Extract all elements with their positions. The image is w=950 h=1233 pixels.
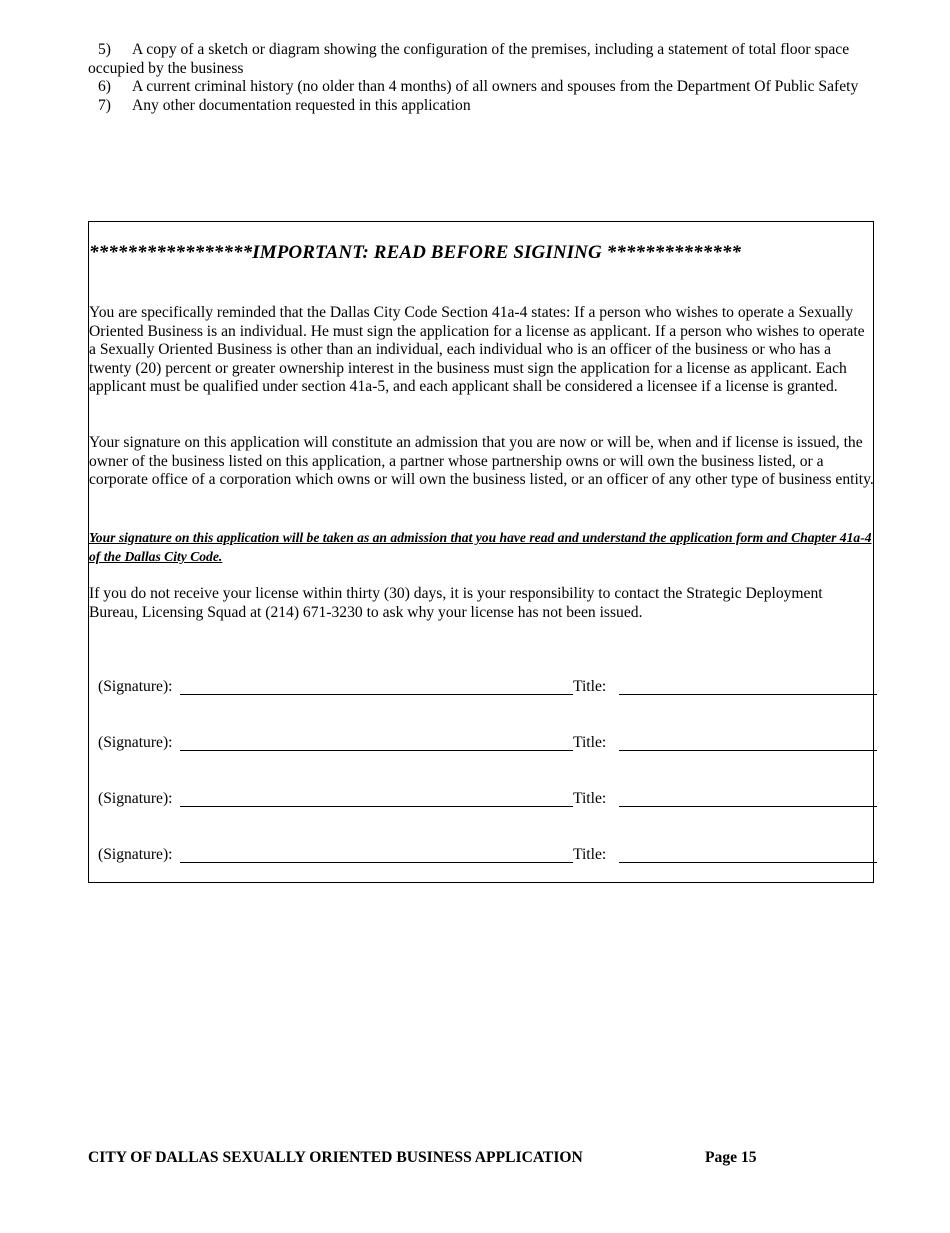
list-item: [88, 41, 868, 78]
list-item: [88, 97, 868, 116]
item-text: A copy of a sketch or diagram showing the configuration of the premises, including a statement of total floor space occupied by the business: [88, 41, 850, 77]
notice-paragraph-signature-admission: Your signature on this application will constitute an admission that you are now or will be, when and if license is issued, the owner of the business listed on this application, a partner whose partnership owns or will own the business listed, or a corporate office of a corporation which owns or will own the business listed, or an officer of any other type of business entity.: [89, 434, 874, 489]
signature-row: [98, 846, 868, 866]
footer-form-name: CITY OF DALLAS SEXUALLY ORIENTED BUSINESS APPLICATION: [88, 1149, 583, 1166]
signature-line[interactable]: [180, 862, 573, 863]
signature-row: [98, 790, 868, 810]
signature-label: (Signature):: [98, 846, 173, 863]
notice-paragraph-code-section: You are specifically reminded that the Dallas City Code Section 41a-4 states: If a person who wishes to operate a Sexually Oriented Business is an individual. He must sign the application for a license as applicant. If a person who wishes to operate a Sexually Oriented Business is other than an individual, each individual who is an officer of the business or who has a twenty (20) percent or greater ownership interest in the business must sign the application for a license as applicant. Each applicant must be qualified under section 41a-5, and each applicant shall be considered a licensee if a license is granted.: [89, 304, 865, 396]
item-text: Any other documentation requested in this application: [132, 96, 471, 114]
signature-line[interactable]: [180, 694, 573, 695]
signature-line[interactable]: [180, 750, 573, 751]
signature-row: [98, 678, 868, 698]
signature-row: [98, 734, 868, 754]
title-label: Title:: [573, 678, 607, 695]
title-label: Title:: [573, 846, 607, 863]
list-item: [88, 78, 868, 97]
title-line[interactable]: [619, 750, 877, 751]
title-line[interactable]: [619, 694, 877, 695]
requirements-list: [88, 41, 868, 115]
item-number: 6): [98, 78, 111, 96]
item-text: A current criminal history (no older than 4 months) of all owners and spouses from the Department Of Public Safety: [132, 78, 859, 96]
item-number: 5): [98, 41, 111, 58]
title-label: Title:: [573, 790, 607, 807]
notice-heading: *****************IMPORTANT: READ BEFORE SIGINING **************: [89, 242, 742, 263]
signature-label: (Signature):: [98, 678, 173, 695]
notice-paragraph-license-timing: If you do not receive your license within thirty (30) days, it is your responsibility to contact the Strategic Deployment Bureau, Licensing Squad at (214) 671-3230 to ask why your license has not been issued.: [89, 585, 823, 621]
title-label: Title:: [573, 734, 607, 751]
important-notice-box: [88, 221, 874, 883]
item-number: 7): [98, 96, 111, 114]
title-line[interactable]: [619, 862, 877, 863]
notice-paragraph-understanding: Your signature on this application will be taken as an admission that you have read and understand the application form and Chapter 41a-4 of the Dallas City Code.: [89, 530, 872, 564]
signature-label: (Signature):: [98, 734, 173, 751]
title-line[interactable]: [619, 806, 877, 807]
footer-page-number: Page 15: [705, 1149, 757, 1166]
signature-line[interactable]: [180, 806, 573, 807]
signature-label: (Signature):: [98, 790, 173, 807]
